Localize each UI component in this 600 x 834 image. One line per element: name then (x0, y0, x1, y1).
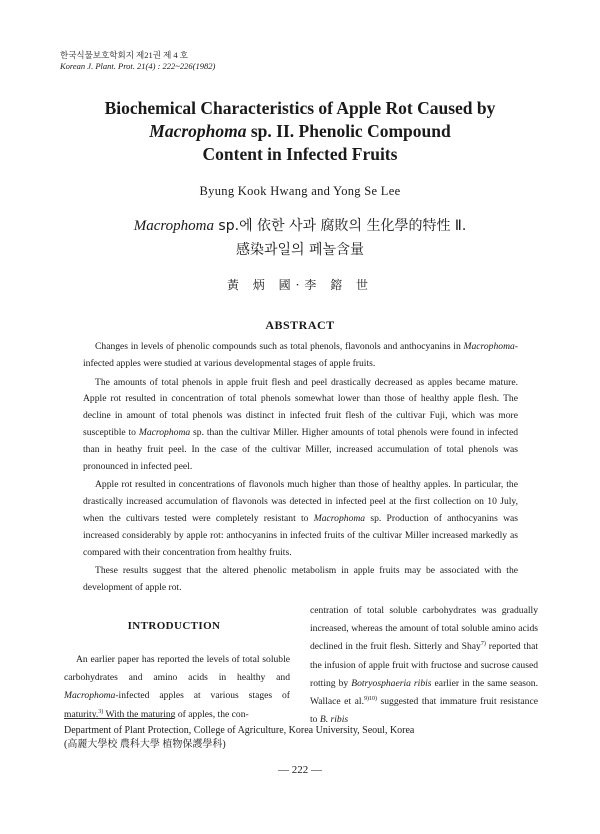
introduction-left-paragraph (64, 651, 290, 724)
abstract-p1-genus: Macrophoma (463, 341, 515, 352)
journal-header-english: Korean J. Plant. Prot. 21(4) : 222~226(1982) (60, 61, 216, 71)
intro-left-genus: Macrophoma (64, 690, 116, 702)
title-line-3: Content in Infected Fruits (202, 144, 398, 164)
abstract-p3-genus: Macrophoma (313, 512, 366, 524)
korean-authors: 黃 炳 國·李 鎔 世 (226, 278, 374, 292)
intro-right-species-2: B. ribis (319, 714, 349, 726)
introduction-right-column (310, 602, 538, 729)
journal-header-korean: 한국식물보호학회지 제21권 제 4 호 (60, 50, 188, 60)
abstract-p2-text: The amounts of total phenols in apple fruit flesh and peel drastically decreased as apples became mature. Apple rot resulted in concentration of total phenols somewhat lower than those of healthy apple flesh. The decline in amount of total phenols was distinct in infected fruit flesh of the cultivar Fuji, which was more susceptible to (83, 376, 518, 438)
title-line-2 (40, 120, 560, 143)
abstract-p1-text: Changes in levels of phenolic compounds such as total phenols, flavonols and anthocyanins in (95, 341, 464, 352)
abstract-p2-genus: Macrophoma (138, 426, 191, 438)
korean-title-line-1-rest: sp.에 依한 사과 腐敗의 生化學的特性 Ⅱ. (213, 218, 467, 234)
intro-left-text-b: -infected apples at various stages of maturity. (64, 690, 290, 720)
footnote-line-english: Department of Plant Protection, College of Agriculture, Korea University, Seoul, Korea (64, 725, 415, 736)
abstract-paragraph-4: These results suggest that the altered phenolic metabolism in apple fruits may be associated with the development of apple rot. (83, 565, 518, 594)
affiliation-footnote (64, 724, 544, 752)
abstract-p3-text: Apple rot resulted in concentrations of flavonols much higher than those of healthy apples. In particular, the drastically increased accumulation of flavonols was detected in infected peel at the first collection on 10 July, when the cultivars tested were completely resistant to (83, 479, 518, 524)
korean-title-line-2: 感染과일의 페놀含量 (235, 242, 365, 258)
journal-header (60, 50, 215, 72)
intro-right-text-b: reported that the infusion of apple fruit with fructose and sucrose caused rotting by (310, 641, 538, 689)
title-line-2-rest: sp. II. Phenolic Compound (246, 121, 451, 141)
introduction-left-column (64, 651, 290, 724)
intro-right-species: Botryosphaeria ribis (351, 677, 432, 689)
korean-title (40, 214, 560, 262)
citation-ref: 9)10) (363, 695, 377, 702)
korean-title-line-1 (40, 214, 560, 238)
abstract-paragraph-1 (83, 339, 518, 373)
footnote-rule (64, 718, 174, 719)
abstract-p1-text-b: -infected apples were studied at various developmental stages of apple fruits. (83, 341, 518, 369)
intro-right-text-c: earlier in the same season. Wallace et al. (310, 677, 538, 708)
title-genus: Macrophoma (149, 121, 247, 141)
authors: Byung Kook Hwang and Yong Se Lee (199, 184, 401, 198)
abstract-p2-text-b: sp. than the cultivar Miller. Higher amounts of total phenols were found in infected than in heathy fruit peel. In the case of the cultivar Miller, increased accumulation of total phenols was pronounced in infected peel. (83, 426, 519, 472)
page-number: — 222 — (278, 764, 322, 776)
citation-ref: 7) (480, 641, 486, 648)
intro-left-text: An earlier paper has reported the levels of total soluble carbohydrates and amino acids in healthy and (64, 654, 290, 684)
footnote-line-korean: (高麗大學校 農科大學 植物保護學科) (64, 739, 226, 750)
paper-title (40, 97, 560, 166)
introduction-heading: INTRODUCTION (127, 620, 221, 632)
abstract-heading: ABSTRACT (265, 318, 335, 332)
abstract-paragraph-2 (83, 375, 518, 476)
abstract-p3-text-b: sp. Production of anthocyanins was increased considerably by apple rot: anthocyanins in infected fruits of the cultivar Miller increased markedly as compared with their concentration from healthy fruits. (83, 512, 518, 558)
intro-right-text-d: suggested that immature fruit resistance to (310, 696, 538, 726)
title-line-1: Biochemical Characteristics of Apple Rot Caused by (104, 98, 496, 118)
abstract-paragraph-3 (83, 477, 518, 561)
abstract-body (83, 339, 518, 597)
korean-title-genus: Macrophoma (133, 218, 214, 234)
introduction-right-paragraph (310, 602, 538, 729)
intro-right-text: centration of total soluble carbohydrates was gradually increased, whereas the amount of total soluble amino acids declined in the fruit flesh. Sitterly and Shay (310, 605, 538, 653)
citation-ref: 3) (98, 708, 104, 715)
intro-left-text-c: With the maturing of apples, the con- (103, 708, 249, 720)
